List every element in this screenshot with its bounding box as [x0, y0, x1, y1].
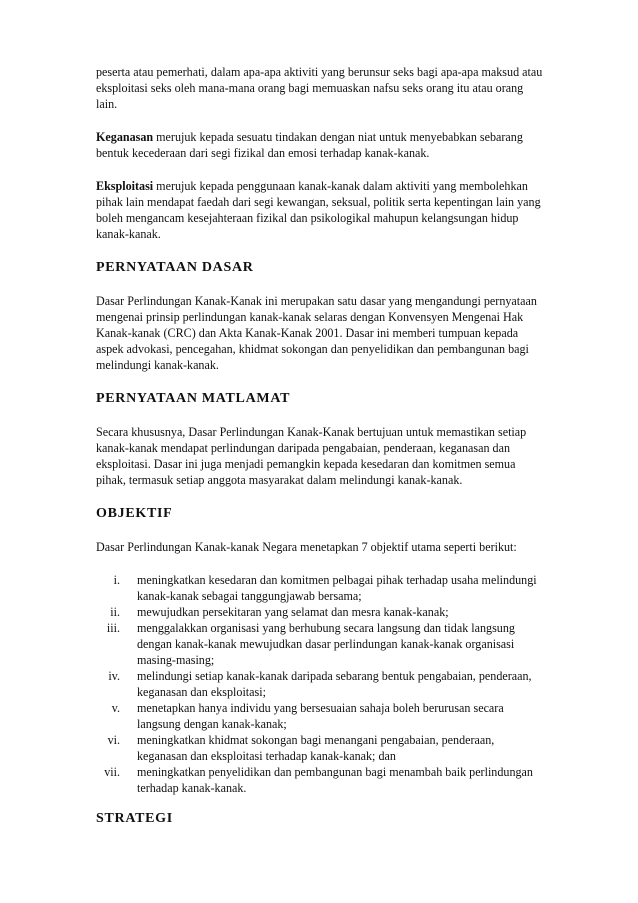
- paragraph-objektif: Dasar Perlindungan Kanak-kanak Negara menetapkan 7 objektif utama seperti berikut:: [96, 540, 517, 554]
- list-item-number: v.: [111, 701, 120, 715]
- document-page: [96, 64, 546, 844]
- list-item-number: iii.: [106, 621, 120, 635]
- list-item-number: iv.: [108, 669, 120, 683]
- definition-term: Keganasan: [96, 130, 154, 144]
- list-item-text: menggalakkan organisasi yang berhubung secara langsung dan tidak langsung dengan kanak-kanak mewujudkan dasar perlindungan kanak-kanak organisasi masing-masing;: [137, 621, 515, 667]
- definition-term: Eksploitasi: [96, 179, 154, 193]
- list-item-number: ii.: [110, 605, 120, 619]
- definition-text: merujuk kepada sesuatu tindakan dengan niat untuk menyebabkan sebarang bentuk kecederaan dari segi fizikal dan emosi terhadap kanak-kanak.: [96, 130, 523, 160]
- list-item-number: i.: [113, 573, 120, 587]
- list-item-text: meningkatkan khidmat sokongan bagi menangani pengabaian, penderaan, keganasan dan eksploitasi terhadap kanak-kanak; dan: [137, 733, 495, 763]
- list-item-text: melindungi setiap kanak-kanak daripada sebarang bentuk pengabaian, penderaan, keganasan dan eksploitasi;: [137, 669, 532, 699]
- list-item: [96, 668, 546, 700]
- list-item: [96, 732, 546, 764]
- intro-paragraph: peserta atau pemerhati, dalam apa-apa aktiviti yang berunsur seks bagi apa-apa maksud atau eksploitasi seks oleh mana-mana orang bagi memuaskan nafsu seks orang itu atau orang lain.: [96, 65, 543, 111]
- list-item: [96, 604, 546, 620]
- list-item-number: vii.: [104, 765, 120, 779]
- list-item-text: meningkatkan kesedaran dan komitmen pelbagai pihak terhadap usaha melindungi kanak-kanak sebagai tanggungjawab bersama;: [137, 573, 537, 603]
- list-item-text: meningkatkan penyelidikan dan pembangunan bagi menambah baik perlindungan terhadap kanak-kanak.: [137, 765, 533, 795]
- definition-eksploitasi: [96, 178, 546, 242]
- list-item: [96, 764, 546, 796]
- objectives-list: [96, 572, 546, 796]
- heading-strategi: STRATEGI: [96, 811, 173, 826]
- definition-keganasan: [96, 129, 546, 161]
- list-item: [96, 572, 546, 604]
- heading-objektif: OBJEKTIF: [96, 506, 173, 521]
- heading-pernyataan-matlamat: PERNYATAAN MATLAMAT: [96, 391, 291, 406]
- definition-text: merujuk kepada penggunaan kanak-kanak dalam aktiviti yang membolehkan pihak lain mendapat faedah dari segi kewangan, seksual, politik serta kepentingan lain yang boleh mengancam kesejahteraan fizikal dan psikologikal mahupun kelangsungan hidup kanak-kanak.: [96, 179, 541, 241]
- list-item: [96, 700, 546, 732]
- list-item-number: vi.: [107, 733, 120, 747]
- heading-pernyataan-dasar: PERNYATAAN DASAR: [96, 260, 254, 275]
- list-item-text: menetapkan hanya individu yang bersesuaian sahaja boleh berurusan secara langsung dengan kanak-kanak;: [137, 701, 504, 731]
- paragraph-pernyataan-matlamat: Secara khususnya, Dasar Perlindungan Kanak-Kanak bertujuan untuk memastikan setiap kanak-kanak mendapat perlindungan daripada pengabaian, penderaan, keganasan dan eksploitasi. Dasar ini juga menjadi pemangkin kepada kesedaran dan komitmen semua pihak, termasuk setiap anggota masyarakat dalam melindungi kanak-kanak.: [96, 425, 527, 487]
- list-item: [96, 620, 546, 668]
- paragraph-pernyataan-dasar: Dasar Perlindungan Kanak-Kanak ini merupakan satu dasar yang mengandungi pernyataan mengenai prinsip perlindungan kanak-kanak selaras dengan Konvensyen Mengenai Hak Kanak-kanak (CRC) dan Akta Kanak-Kanak 2001. Dasar ini memberi tumpuan kepada aspek advokasi, pencegahan, khidmat sokongan dan penyelidikan dan pembangunan bagi melindungi kanak-kanak.: [96, 294, 537, 372]
- list-item-text: mewujudkan persekitaran yang selamat dan mesra kanak-kanak;: [137, 605, 449, 619]
